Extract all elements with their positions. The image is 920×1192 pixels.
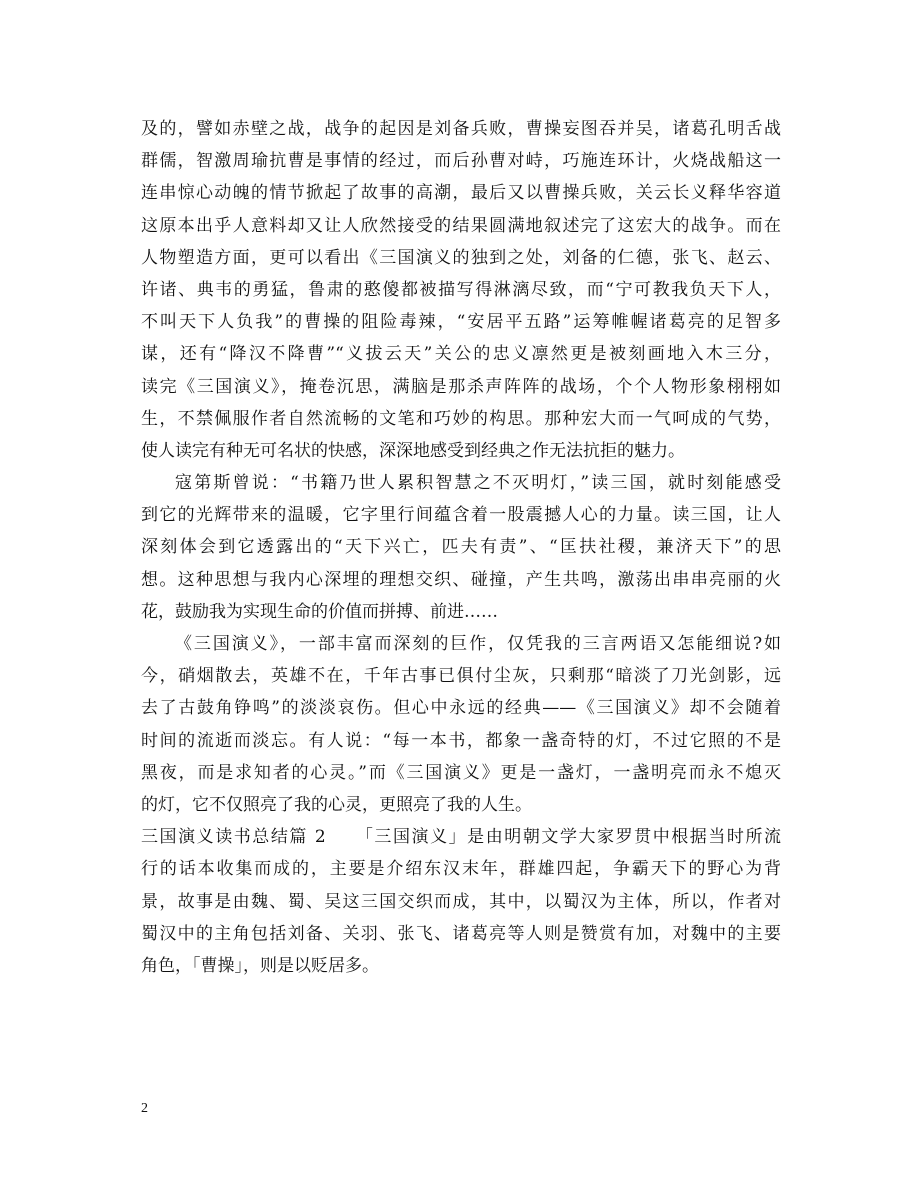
text-line: 黑夜，而是求知者的心灵。”而《三国演义》更是一盏灯，一盏明亮而永不熄灭: [141, 762, 781, 783]
text-line: 去了古鼓角铮鸣”的淡淡哀伤。但心中永远的经典——《三国演义》却不会随着: [141, 698, 781, 719]
text-line: 人物塑造方面，更可以看出《三国演义的独到之处，刘备的仁德，张飞、赵云、: [141, 247, 781, 268]
text-line: 三国演义读书总结篇 2 「三国演义」是由明朝文学大家罗贯中根据当时所流: [141, 827, 781, 848]
text-line: 今，硝烟散去，英雄不在，千年古事已俱付尘灰，只剩那“暗淡了刀光剑影，远: [141, 666, 781, 687]
page-number: 2: [141, 1101, 148, 1116]
text-line: 读完《三国演义》，掩卷沉思，满脑是那杀声阵阵的战场，个个人物形象栩栩如: [141, 376, 781, 397]
text-line: 这原本出乎人意料却又让人欣然接受的结果圆满地叙述完了这宏大的战争。而在: [141, 215, 781, 236]
text-line: 时间的流逝而淡忘。有人说：“每一本书，都象一盏奇特的灯，不过它照的不是: [141, 730, 781, 751]
text-line: 不叫天下人负我”的曹操的阻险毒辣，“安居平五路”运筹帷幄诸葛亮的足智多: [141, 312, 781, 333]
text-line: 深刻体会到它透露出的“天下兴亡，匹夫有责”、“匡扶社稷，兼济天下”的思: [141, 537, 781, 558]
text-line: 角色，「曹操」，则是以贬居多。: [141, 955, 379, 976]
body-text: [141, 113, 781, 982]
text-line: 谋，还有“降汉不降曹”“义拔云天”关公的忠义凛然更是被刻画地入木三分，: [141, 344, 781, 365]
text-line: 想。这种思想与我内心深埋的理想交织、碰撞，产生共鸣，激荡出串串亮丽的火: [141, 569, 781, 590]
text-line: 连串惊心动魄的情节掀起了故事的高潮，最后又以曹操兵败，关云长义释华容道: [141, 183, 781, 204]
text-line: 蜀汉中的主角包括刘备、关羽、张飞、诸葛亮等人则是赞赏有加，对魏中的主要: [141, 923, 781, 944]
text-line: 到它的光辉带来的温暖，它字里行间蕴含着一股震撼人心的力量。读三国，让人: [141, 505, 781, 526]
text-line: 景，故事是由魏、蜀、吴这三国交织而成，其中，以蜀汉为主体，所以，作者对: [141, 891, 781, 912]
text-line: 群儒，智激周瑜抗曹是事情的经过，而后孙曹对峙，巧施连环计，火烧战船这一: [141, 151, 781, 172]
text-line: 行的话本收集而成的，主要是介绍东汉末年，群雄四起，争霸天下的野心为背: [141, 859, 781, 880]
text-line: 及的，譬如赤壁之战，战争的起因是刘备兵败，曹操妄图吞并吴，诸葛孔明舌战: [141, 119, 781, 139]
text-line: 生，不禁佩服作者自然流畅的文笔和巧妙的构思。那种宏大而一气呵成的气势，: [141, 408, 781, 429]
text-line: 花，鼓励我为实现生命的价值而拼搏、前进……: [141, 601, 498, 622]
text-line: 的灯，它不仅照亮了我的心灵，更照亮了我的人生。: [141, 794, 532, 815]
text-line: 寇第斯曾说：“书籍乃世人累积智慧之不灭明灯，”读三国，就时刻能感受: [175, 473, 781, 494]
text-line: 许诸、典韦的勇猛，鲁肃的憨傻都被描写得淋漓尽致，而“宁可教我负天下人，: [141, 279, 781, 300]
text-line: 《三国演义》，一部丰富而深刻的巨作，仅凭我的三言两语又怎能细说?如: [175, 634, 781, 654]
text-line: 使人读完有种无可名状的快感，深深地感受到经典之作无法抗拒的魅力。: [141, 440, 685, 461]
